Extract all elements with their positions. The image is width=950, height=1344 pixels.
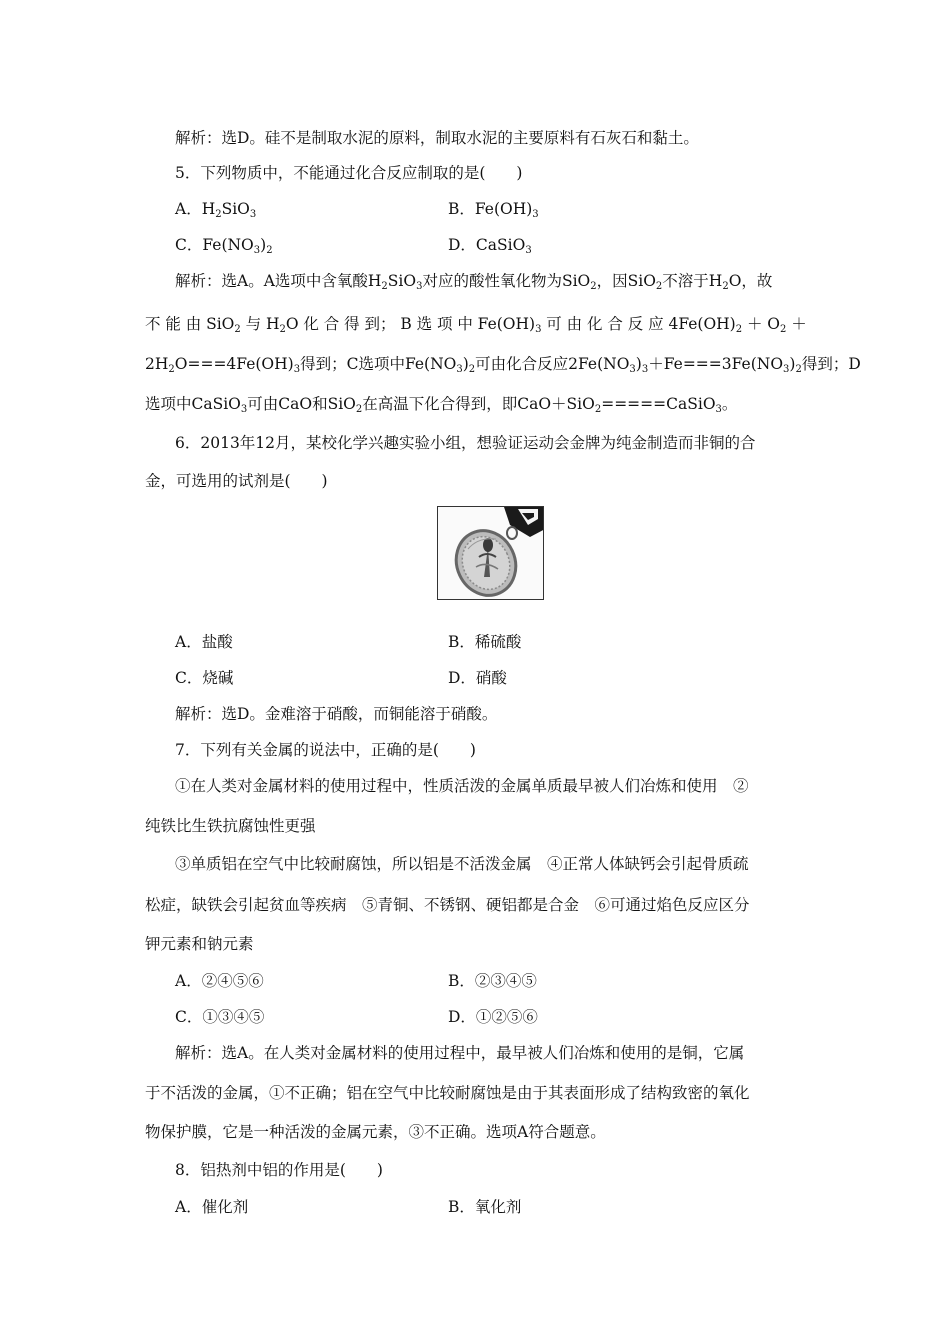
q4-analysis: 解析：选D。硅不是制取水泥的原料，制取水泥的主要原料有石灰石和黏土。	[175, 129, 699, 147]
gold-medal-image	[437, 506, 544, 600]
q7-option-c: C．①③④⑤	[175, 1008, 265, 1026]
q6-option-a: A．盐酸	[175, 633, 233, 651]
q8-option-b: B．氧化剂	[448, 1198, 522, 1216]
q5-option-b: B．$Fe(OH)_3$	[448, 200, 539, 220]
q7-statement-line2: 纯铁比生铁抗腐蚀性更强	[145, 817, 316, 835]
q6-option-d: D．硝酸	[448, 669, 507, 687]
q7-statement-line4: 松症，缺铁会引起贫血等疾病 ⑤青铜、不锈钢、硬铝都是合金 ⑥可通过焰色反应区分	[145, 896, 750, 914]
q6-stem-line2: 金，可选用的试剂是( )	[145, 472, 328, 490]
q7-analysis-line2: 于不活泼的金属，①不正确；铝在空气中比较耐腐蚀是由于其表面形成了结构致密的氧化	[145, 1084, 750, 1102]
q5-analysis-line4: 选项中CaSiO$_3$可由CaO和SiO$_2$在高温下化合得到，即CaO＋SiO$_2$=====CaSiO$_3$。	[145, 395, 738, 415]
q6-stem-line1: 6．2013年12月，某校化学兴趣实验小组，想验证运动会金牌为纯金制造而非铜的合	[175, 434, 756, 452]
q5-option-d: D．CaSiO$_3$	[448, 236, 532, 256]
q7-option-d: D．①②⑤⑥	[448, 1008, 538, 1026]
q7-statement-line1: ①在人类对金属材料的使用过程中，性质活泼的金属单质最早被人们冶炼和使用 ②	[175, 777, 749, 795]
q5-analysis-line1: 解析：选A。A选项中含氧酸$H_2SiO_3$对应的酸性氧化物为SiO$_2$，因SiO$_2$不溶于$H_2O$，故	[175, 272, 773, 292]
q7-statement-line3: ③单质铝在空气中比较耐腐蚀，所以铝是不活泼金属 ④正常人体缺钙会引起骨质疏	[175, 855, 749, 873]
q5-option-a: A．$H_2SiO_3$	[175, 200, 257, 220]
q5-analysis-line3: $2H_2O===4Fe(OH)_3$得到；C选项中$Fe(NO_3)_2$可由化合反应$2Fe(NO_3)_3+Fe===3Fe(NO_3)_2$得到；D	[145, 355, 861, 375]
q7-option-a: A．②④⑤⑥	[175, 972, 264, 990]
q5-analysis-line2: 不 能 由 SiO$_2$ 与 $H_2O$ 化 合 得 到； B 选 项 中 $Fe(OH)_3$ 可 由 化 合 反 应 $4Fe(OH)_2$ ＋ $O_2$ ＋	[145, 315, 807, 335]
q6-option-b: B．稀硫酸	[448, 633, 522, 651]
q6-analysis: 解析：选D。金难溶于硝酸，而铜能溶于硝酸。	[175, 705, 498, 723]
q7-stem: 7．下列有关金属的说法中，正确的是( )	[175, 741, 476, 759]
q6-option-c: C．烧碱	[175, 669, 234, 687]
q8-option-a: A．催化剂	[175, 1198, 249, 1216]
q7-statement-line5: 钾元素和钠元素	[145, 935, 254, 953]
q7-analysis-line1: 解析：选A。在人类对金属材料的使用过程中，最早被人们冶炼和使用的是铜，它属	[175, 1044, 745, 1062]
q7-analysis-line3: 物保护膜，它是一种活泼的金属元素，③不正确。选项A符合题意。	[145, 1123, 606, 1141]
q7-option-b: B．②③④⑤	[448, 972, 537, 990]
q8-stem: 8．铝热剂中铝的作用是( )	[175, 1161, 383, 1179]
medal-icon	[438, 507, 544, 600]
q5-option-c: C．$Fe(NO_3)_2$	[175, 236, 273, 256]
q5-stem: 5．下列物质中，不能通过化合反应制取的是( )	[175, 164, 523, 182]
